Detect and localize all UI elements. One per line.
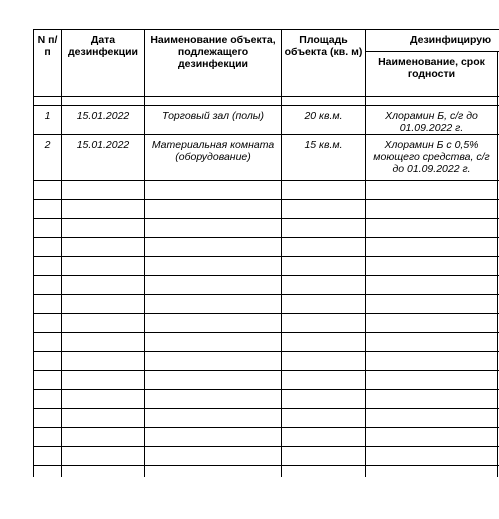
blank-cell (145, 314, 282, 333)
blank-row (34, 390, 499, 409)
blank-cell (282, 200, 366, 219)
header-object: Наименование объекта, подлежащего дезинфекции (145, 30, 282, 97)
blank-row (34, 352, 499, 371)
blank-cell (62, 200, 145, 219)
blank-cell (366, 219, 498, 238)
cell-num: 1 (34, 106, 62, 135)
blank-cell (145, 447, 282, 466)
blank-cell (366, 276, 498, 295)
blank-cell (145, 371, 282, 390)
blank-cell (282, 314, 366, 333)
blank-row (34, 219, 499, 238)
blank-cell (366, 295, 498, 314)
blank-cell (145, 200, 282, 219)
blank-cell (34, 352, 62, 371)
blank-cell (282, 238, 366, 257)
blank-cell (62, 276, 145, 295)
blank-cell (34, 390, 62, 409)
blank-cell (34, 466, 62, 478)
blank-cell (366, 390, 498, 409)
blank-cell (62, 238, 145, 257)
blank-row (34, 428, 499, 447)
blank-row (34, 295, 499, 314)
blank-cell (366, 447, 498, 466)
blank-rows (34, 181, 499, 478)
cell-object: Материальная комната (оборудование) (145, 135, 282, 181)
blank-cell (34, 447, 62, 466)
blank-cell (282, 466, 366, 478)
blank-cell (62, 219, 145, 238)
header-disinfectant-group: Дезинфицирую (366, 30, 499, 52)
cell-agent: Хлорамин Б, с/г до 01.09.2022 г. (366, 106, 498, 135)
blank-cell (62, 352, 145, 371)
blank-cell (62, 447, 145, 466)
blank-cell (282, 409, 366, 428)
blank-cell (145, 181, 282, 200)
blank-cell (145, 390, 282, 409)
blank-cell (282, 181, 366, 200)
blank-cell (62, 390, 145, 409)
blank-cell (366, 257, 498, 276)
blank-cell (34, 371, 62, 390)
cell-date: 15.01.2022 (62, 135, 145, 181)
blank-cell (145, 409, 282, 428)
blank-row (34, 238, 499, 257)
blank-cell (366, 333, 498, 352)
header-area: Площадь объекта (кв. м) (282, 30, 366, 97)
blank-cell (34, 428, 62, 447)
blank-cell (34, 219, 62, 238)
spacer-row (34, 97, 499, 106)
blank-cell (62, 314, 145, 333)
header-row (34, 30, 499, 52)
blank-cell (62, 409, 145, 428)
blank-cell (366, 409, 498, 428)
blank-cell (282, 447, 366, 466)
blank-cell (62, 371, 145, 390)
blank-cell (366, 371, 498, 390)
header-num: N п/п (34, 30, 62, 97)
blank-cell (366, 181, 498, 200)
cell-area: 15 кв.м. (282, 135, 366, 181)
blank-cell (366, 200, 498, 219)
cell-area: 20 кв.м. (282, 106, 366, 135)
blank-cell (34, 333, 62, 352)
blank-row (34, 181, 499, 200)
blank-cell (34, 257, 62, 276)
blank-cell (282, 390, 366, 409)
blank-cell (282, 428, 366, 447)
blank-cell (366, 352, 498, 371)
blank-row (34, 200, 499, 219)
disinfection-log-sheet (33, 29, 499, 477)
blank-cell (282, 295, 366, 314)
blank-cell (145, 276, 282, 295)
blank-cell (62, 333, 145, 352)
blank-cell (145, 352, 282, 371)
blank-cell (282, 219, 366, 238)
blank-cell (366, 428, 498, 447)
blank-cell (34, 276, 62, 295)
blank-cell (62, 428, 145, 447)
blank-cell (34, 181, 62, 200)
blank-cell (282, 257, 366, 276)
blank-row (34, 409, 499, 428)
blank-cell (62, 181, 145, 200)
blank-cell (145, 257, 282, 276)
cell-agent: Хлорамин Б с 0,5% моющего средства, с/г до 01.09.2022 г. (366, 135, 498, 181)
blank-cell (34, 238, 62, 257)
blank-row (34, 276, 499, 295)
blank-cell (62, 295, 145, 314)
blank-cell (34, 409, 62, 428)
blank-cell (34, 200, 62, 219)
blank-cell (366, 238, 498, 257)
blank-cell (366, 314, 498, 333)
blank-cell (34, 314, 62, 333)
cell-object: Торговый зал (полы) (145, 106, 282, 135)
blank-cell (145, 333, 282, 352)
blank-row (34, 371, 499, 390)
blank-cell (145, 466, 282, 478)
blank-cell (34, 295, 62, 314)
blank-row (34, 314, 499, 333)
cell-num: 2 (34, 135, 62, 181)
blank-cell (282, 276, 366, 295)
header-date: Дата дезинфекции (62, 30, 145, 97)
disinfection-log-table (33, 29, 499, 477)
blank-cell (145, 428, 282, 447)
blank-row (34, 333, 499, 352)
blank-cell (366, 466, 498, 478)
blank-row (34, 447, 499, 466)
blank-cell (62, 466, 145, 478)
blank-cell (145, 219, 282, 238)
blank-row (34, 466, 499, 478)
table-row (34, 135, 499, 181)
header-agent-name: Наименование, срок годности (366, 51, 498, 96)
blank-cell (145, 238, 282, 257)
blank-cell (145, 295, 282, 314)
cell-date: 15.01.2022 (62, 106, 145, 135)
blank-row (34, 257, 499, 276)
blank-cell (62, 257, 145, 276)
table-row (34, 106, 499, 135)
blank-cell (282, 333, 366, 352)
blank-cell (282, 371, 366, 390)
blank-cell (282, 352, 366, 371)
